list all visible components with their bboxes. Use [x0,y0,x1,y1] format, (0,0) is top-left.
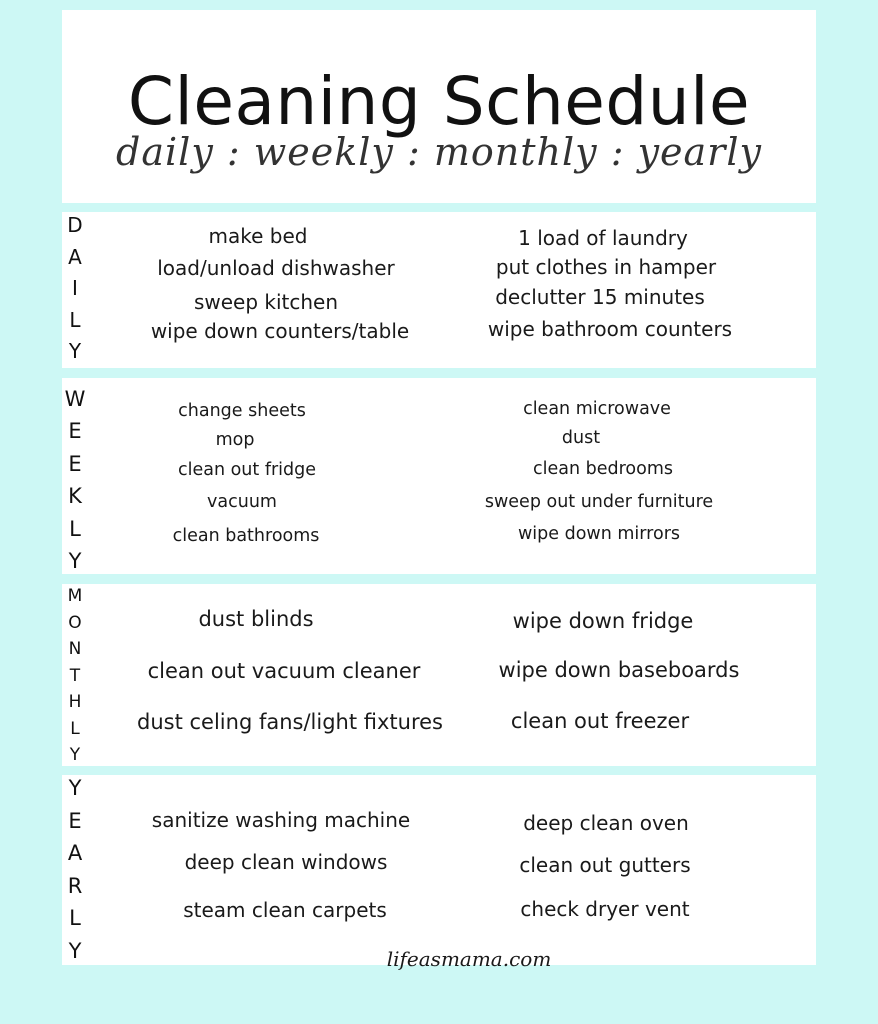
site-credit: lifeasmama.com [386,947,552,971]
daily-side-label [62,214,88,362]
weekly-task: clean microwave [523,399,671,419]
daily-task: declutter 15 minutes [495,285,705,309]
side-letter: M [67,586,83,606]
weekly-task: clean out fridge [177,460,317,480]
daily-task: load/unload dishwasher [157,256,395,280]
side-letter: E [68,419,82,444]
side-letter: Y [68,548,82,573]
daily-task: wipe bathroom counters [487,317,733,341]
side-letter: Y [69,745,81,765]
side-letter: D [67,213,83,237]
yearly-task: sanitize washing machine [151,808,411,832]
side-letter: Y [68,339,82,363]
yearly-section [62,775,816,971]
daily-task: wipe down counters/table [150,319,410,343]
weekly-task: sweep out under furniture [484,492,714,512]
monthly-side-label [62,586,88,766]
weekly-task: clean bedrooms [533,459,673,479]
side-letter: H [68,692,82,712]
yearly-side-label [62,775,88,965]
daily-task: sweep kitchen [193,290,339,314]
weekly-side-label [62,386,88,574]
monthly-task: wipe down baseboards [498,658,740,682]
yearly-task: clean out gutters [519,853,691,877]
weekly-task: wipe down mirrors [517,524,681,544]
page-title: Cleaning Schedule [127,63,751,140]
monthly-task: clean out freezer [510,709,690,733]
daily-section [62,212,816,368]
side-letter: A [67,841,83,866]
daily-task: make bed [208,224,308,248]
side-letter: L [70,718,80,739]
daily-task: 1 load of laundry [518,226,688,250]
side-letter: W [64,387,86,411]
weekly-task: vacuum [207,492,277,512]
header-card [62,10,816,203]
weekly-task: dust [561,428,601,448]
side-letter: K [68,484,82,509]
side-letter: A [68,244,82,269]
side-letter: L [69,307,81,332]
side-letter: Y [68,776,82,800]
side-letter: I [72,276,78,300]
monthly-section [62,584,816,766]
daily-task: put clothes in hamper [495,255,717,279]
side-letter: O [68,612,82,633]
side-letter: L [69,906,81,931]
monthly-task: dust blinds [198,607,314,631]
side-letter: Y [68,938,82,963]
page-subtitle: daily : weekly : monthly : yearly [116,130,762,174]
yearly-task: steam clean carpets [183,898,387,922]
weekly-task: clean bathrooms [172,526,320,546]
side-letter: T [69,665,81,686]
side-letter: E [68,808,82,833]
yearly-task: deep clean oven [523,811,689,835]
side-letter: L [69,516,81,541]
side-letter: N [68,639,82,659]
weekly-task: change sheets [178,401,306,421]
weekly-task: mop [215,430,255,450]
monthly-task: wipe down fridge [512,609,694,633]
yearly-task: deep clean windows [184,850,388,874]
monthly-task: clean out vacuum cleaner [147,659,421,683]
side-letter: E [68,451,82,476]
side-letter: R [67,873,83,898]
monthly-task: dust celing fans/light fixtures [137,710,443,734]
yearly-task: check dryer vent [520,897,690,921]
weekly-section [62,378,816,574]
